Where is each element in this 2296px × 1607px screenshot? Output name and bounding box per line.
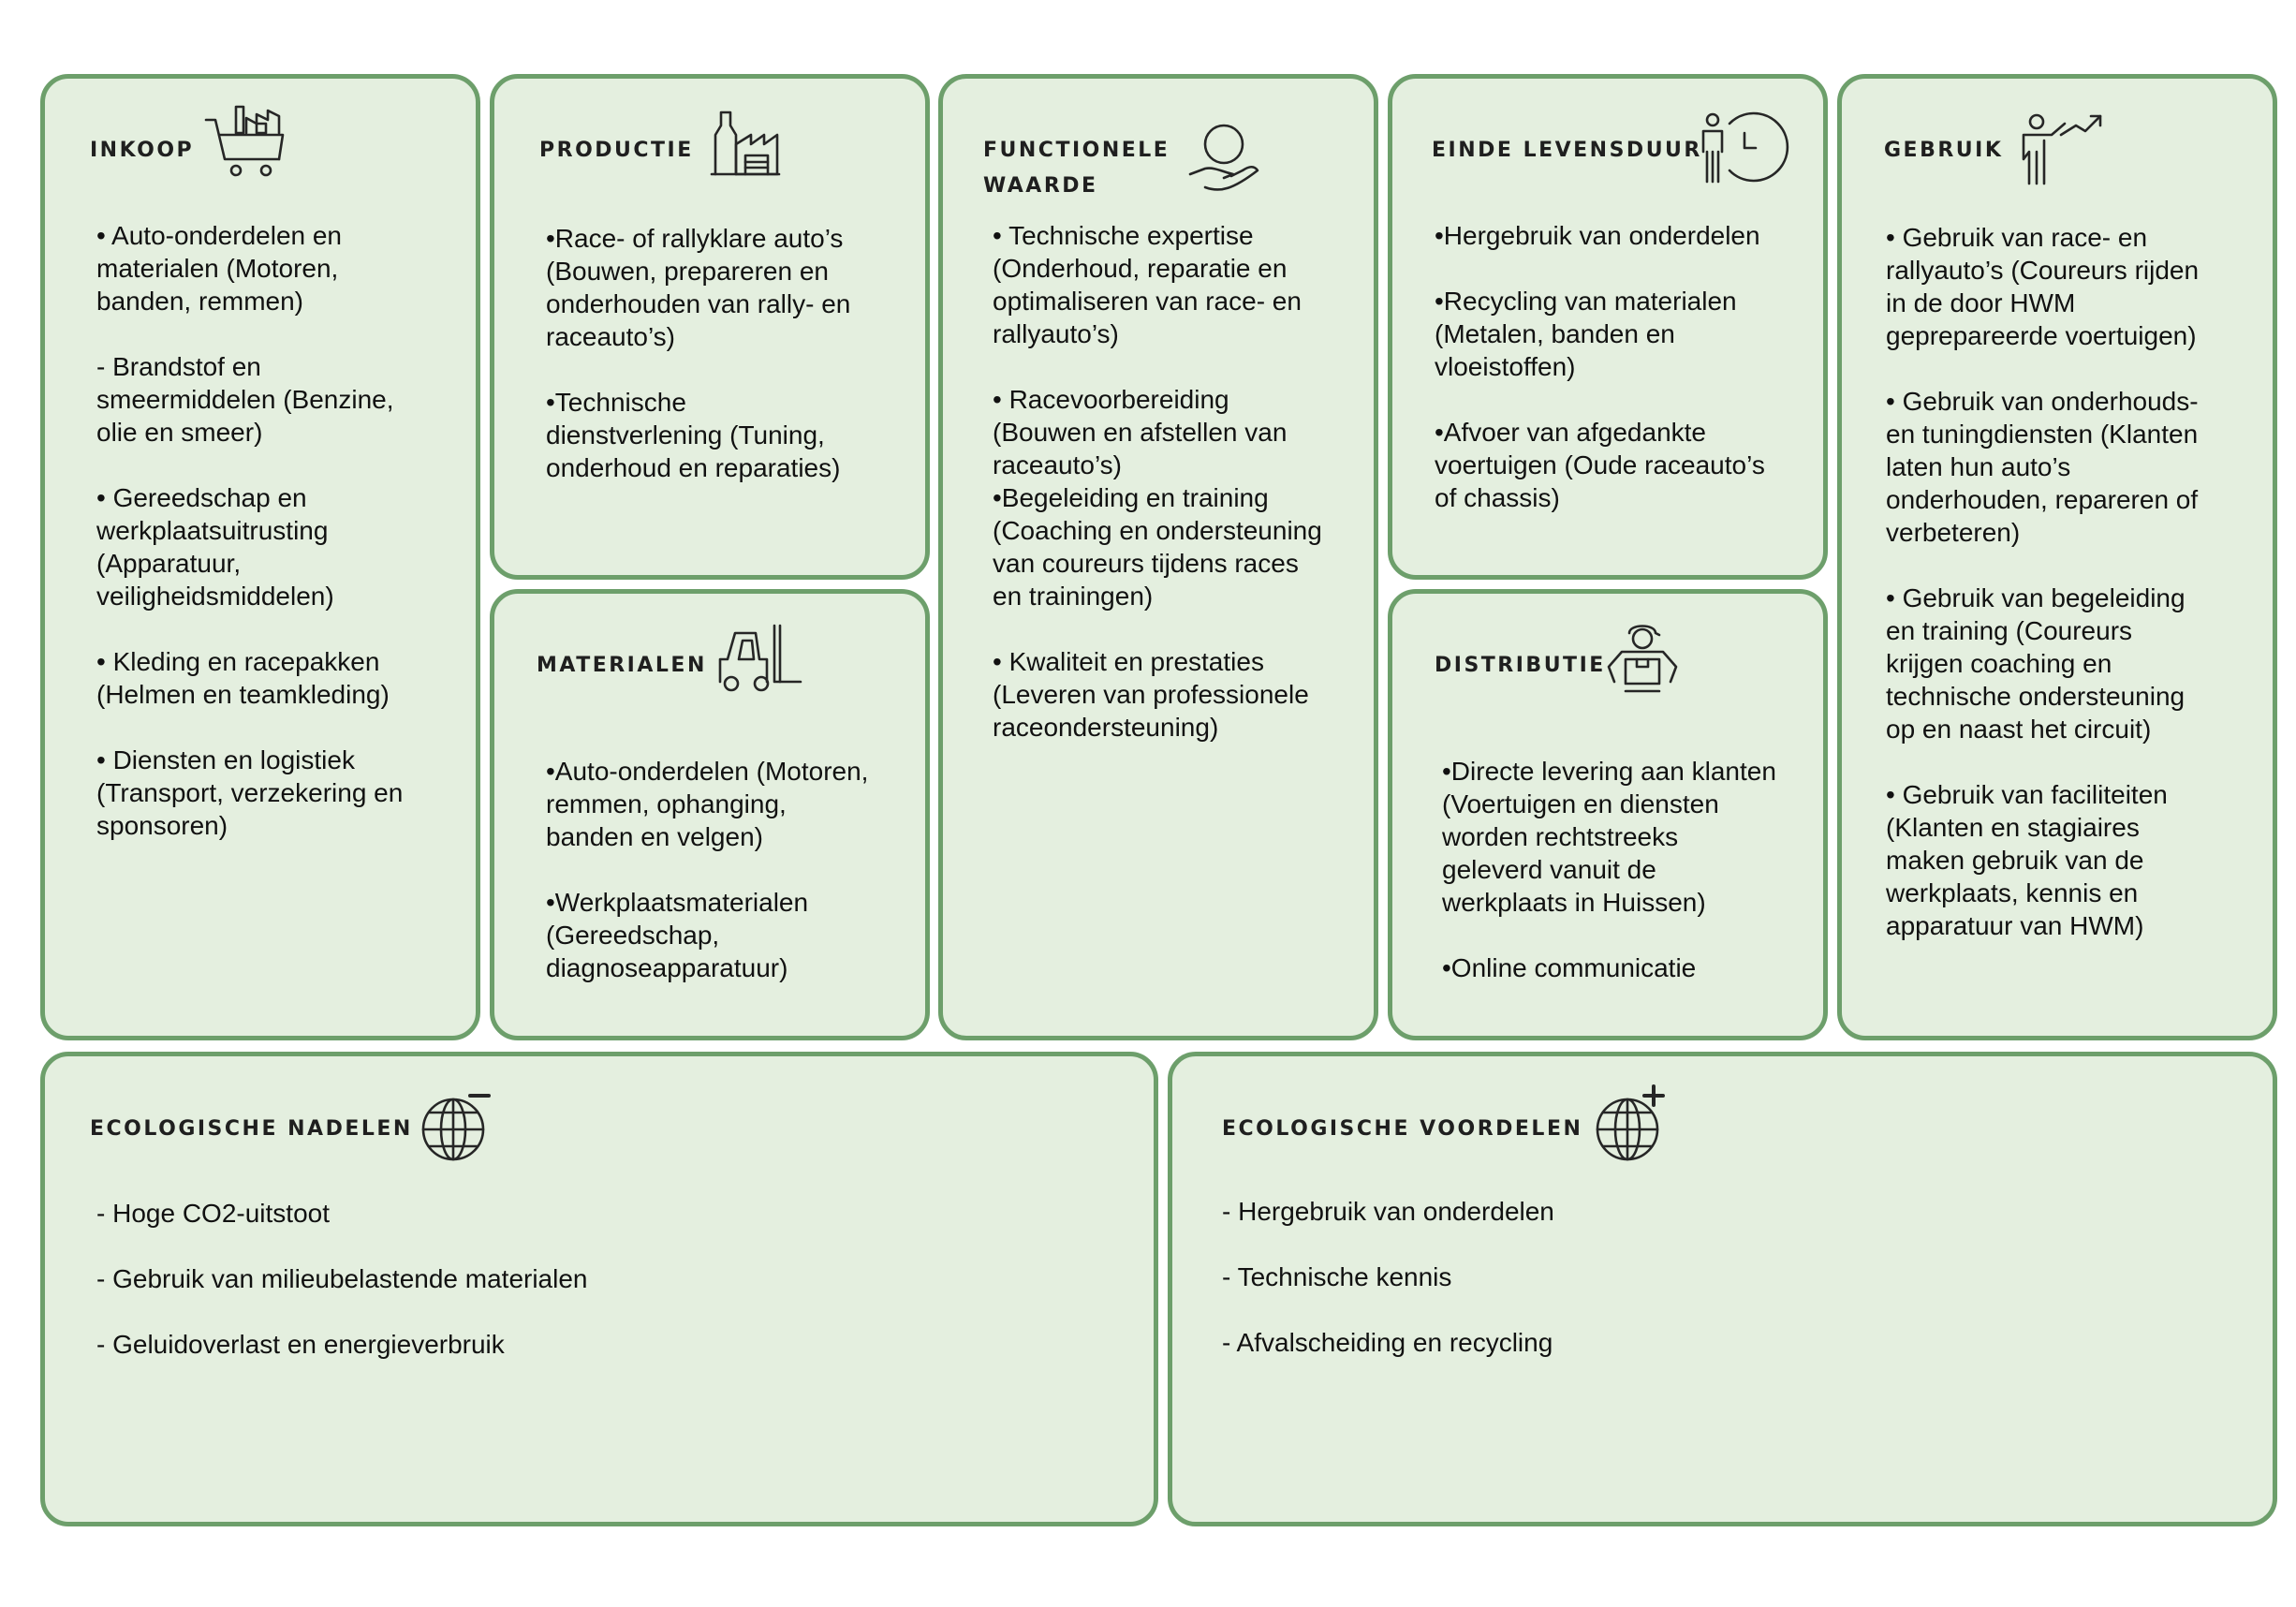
factory-icon bbox=[710, 107, 781, 178]
list-item: •Afvoer van afgedankte voertuigen (Oude raceauto’s of chassis) bbox=[1435, 418, 1765, 512]
panel-text bbox=[546, 222, 930, 517]
panel-title: FUNCTIONELE WAARDE bbox=[983, 139, 1170, 198]
list-item: • Kleding en racepakken (Helmen en teamkleding) bbox=[96, 647, 390, 709]
panel-title: ECOLOGISCHE VOORDELEN bbox=[1222, 1117, 1583, 1141]
list-item: •Online communicatie bbox=[1442, 953, 1697, 982]
list-item: - Hergebruik van onderdelen bbox=[1222, 1197, 1554, 1226]
panel-title: ECOLOGISCHE NADELEN bbox=[90, 1117, 413, 1141]
globe-plus-icon bbox=[1596, 1088, 1670, 1163]
list-item: - Brandstof en smeermiddelen (Benzine, olie en smeer) bbox=[96, 352, 394, 447]
panel-materialen bbox=[490, 589, 930, 1040]
panel-ecologische-nadelen bbox=[40, 1052, 1158, 1526]
delivery-person-icon bbox=[1605, 620, 1680, 695]
panel-text bbox=[96, 1197, 1126, 1393]
list-item: - Geluidoverlast en energieverbruik bbox=[96, 1330, 505, 1359]
hand-person-icon bbox=[1186, 124, 1261, 199]
list-item: - Gebruik van milieubelastende materialen bbox=[96, 1264, 588, 1293]
panel-title: EINDE LEVENSDUUR bbox=[1432, 139, 1702, 162]
panel-title: MATERIALEN bbox=[537, 654, 707, 677]
list-item: • Gebruik van begeleiding en training (Coureurs krijgen coaching en technische ondersteuning op en naast het circuit) bbox=[1886, 583, 2186, 744]
forklift-icon bbox=[714, 622, 808, 697]
panel-gebruik bbox=[1837, 74, 2277, 1040]
list-item: • Racevoorbereiding (Bouwen en afstellen van raceauto’s) bbox=[993, 385, 1288, 479]
list-item: •Technische dienstverlening (Tuning, onderhoud en reparaties) bbox=[546, 388, 841, 482]
panel-title: DISTRIBUTIE bbox=[1435, 654, 1606, 677]
globe-minus-icon bbox=[421, 1092, 496, 1163]
list-item: •Hergebruik van onderdelen bbox=[1435, 221, 1760, 250]
panel-title: INKOOP bbox=[90, 139, 195, 162]
list-item: • Diensten en logistiek (Transport, verzekering en sponsoren) bbox=[96, 745, 404, 840]
list-item: • Technische expertise (Onderhoud, reparatie en optimaliseren van race- en rallyauto’s) bbox=[993, 221, 1302, 348]
panel-text bbox=[1886, 221, 2274, 975]
person-growth-icon bbox=[2020, 112, 2104, 187]
list-item: - Technische kennis bbox=[1222, 1262, 1452, 1291]
list-item: •Auto-onderdelen (Motoren, remmen, ophanging, banden en velgen) bbox=[546, 757, 869, 851]
panel-text bbox=[993, 219, 1376, 776]
panel-distributie bbox=[1388, 589, 1828, 1040]
panel-text bbox=[1435, 219, 1818, 547]
list-item: • Gebruik van faciliteiten (Klanten en stagiaires maken gebruik van de werkplaats, kennis en apparatuur van HWM) bbox=[1886, 780, 2168, 940]
panel-text bbox=[1442, 755, 1826, 1017]
panel-title: PRODUCTIE bbox=[539, 139, 694, 162]
list-item: • Gebruik van race- en rallyauto’s (Coureurs rijden in de door HWM geprepareerde voertuigen) bbox=[1886, 223, 2200, 350]
panel-functionele-waarde bbox=[938, 74, 1378, 1040]
list-item: •Directe levering aan klanten (Voertuigen en diensten worden rechtstreeks geleverd vanuit de werkplaats in Huissen) bbox=[1442, 757, 1776, 917]
list-item: •Werkplaatsmaterialen (Gereedschap, diagnoseapparatuur) bbox=[546, 888, 809, 982]
list-item: •Begeleiding en training (Coaching en ondersteuning van coureurs tijdens races en trainingen) bbox=[993, 483, 1322, 611]
panel-einde-levensduur bbox=[1388, 74, 1828, 580]
list-item: • Kwaliteit en prestaties (Leveren van professionele raceondersteuning) bbox=[993, 647, 1309, 742]
panel-inkoop bbox=[40, 74, 480, 1040]
list-item: • Gereedschap en werkplaatsuitrusting (Apparatuur, veiligheidsmiddelen) bbox=[96, 483, 334, 611]
list-item: • Auto-onderdelen en materialen (Motoren, banden, remmen) bbox=[96, 221, 343, 316]
panel-text bbox=[546, 755, 930, 1017]
panel-title: GEBRUIK bbox=[1884, 139, 2004, 162]
panel-text bbox=[96, 219, 471, 875]
list-item: •Recycling van materialen (Metalen, banden en vloeistoffen) bbox=[1435, 287, 1737, 381]
cart-factory-icon bbox=[204, 101, 288, 178]
panel-text bbox=[1222, 1195, 2252, 1392]
list-item: •Race- of rallyklare auto’s (Bouwen, prepareren en onderhouden van rally- en raceauto’s) bbox=[546, 224, 851, 351]
list-item: • Gebruik van onderhouds- en tuningdiensten (Klanten laten hun auto’s onderhouden, repareren of verbeteren) bbox=[1886, 387, 2199, 547]
list-item: - Afvalscheiding en recycling bbox=[1222, 1328, 1553, 1357]
list-item: - Hoge CO2-uitstoot bbox=[96, 1199, 330, 1228]
person-clock-icon bbox=[1701, 111, 1776, 185]
panel-productie bbox=[490, 74, 930, 580]
panel-ecologische-voordelen bbox=[1168, 1052, 2277, 1526]
